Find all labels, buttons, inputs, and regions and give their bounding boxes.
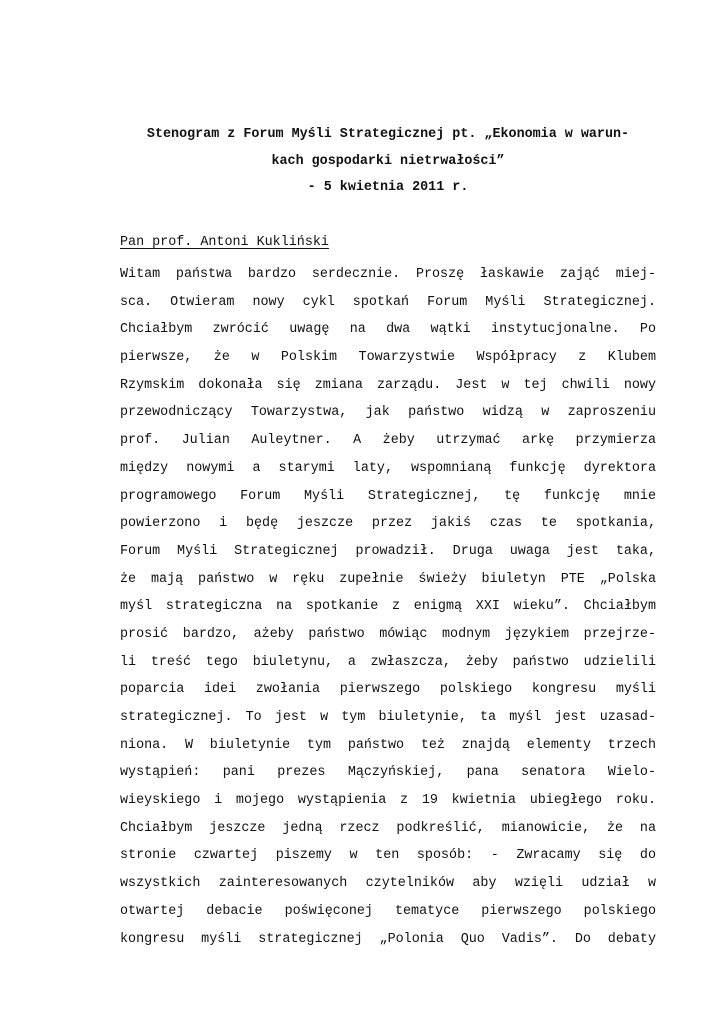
body-line: wieyskiego i mojego wystąpienia z 19 kwietnia ubiegłego roku. xyxy=(120,793,656,809)
body-line: kongresu myśli strategicznej „Polonia Quo Vadis”. Do debaty xyxy=(120,931,656,947)
body-line: Chciałbym jeszcze jedną rzecz podkreślić, mianowicie, że na xyxy=(120,820,656,836)
body-line: między nowymi a starymi laty, wspomnianą funkcję dyrektora xyxy=(120,460,656,476)
body-line: pierwsze, że w Polskim Towarzystwie Współpracy z Klubem xyxy=(120,350,656,366)
body-line: poparcia idei zwołania pierwszego polskiego kongresu myśli xyxy=(120,682,656,698)
body-line: wszystkich zainteresowanych czytelników aby wzięli udział w xyxy=(120,876,656,892)
body-line: otwartej debacie poświęconej tematyce pierwszego polskiego xyxy=(120,903,656,919)
body-line: Forum Myśli Strategicznej prowadził. Druga uwaga jest taka, xyxy=(120,543,656,559)
transcript-body xyxy=(120,261,656,953)
body-line: że mają państwo w ręku zupełnie świeży biuletyn PTE „Polska xyxy=(120,571,656,587)
body-line: Chciałbym zwrócić uwagę na dwa wątki instytucjonalne. Po xyxy=(120,322,656,338)
title-line: Stenogram z Forum Myśli Strategicznej pt. „Ekonomia w warun- xyxy=(146,127,630,142)
body-line: myśl strategiczna na spotkanie z enigmą XXI wieku”. Chciałbym xyxy=(120,599,656,615)
body-line: Rzymskim dokonała się zmiana zarządu. Jest w tej chwili nowy xyxy=(120,377,656,393)
body-line: niona. W biuletynie tym państwo też znajdą elementy trzech xyxy=(120,737,656,753)
document-title xyxy=(120,122,656,202)
body-line: prosić bardzo, ażeby państwo mówiąc modnym językiem przejrze- xyxy=(120,626,656,642)
body-line: Witam państwa bardzo serdecznie. Proszę łaskawie zająć miej- xyxy=(120,267,656,282)
body-line: prof. Julian Auleytner. A żeby utrzymać arkę przymierza xyxy=(120,433,656,449)
body-line: li treść tego biuletynu, a zwłaszcza, żeby państwo udzielili xyxy=(120,654,656,670)
title-date-line: - 5 kwietnia 2011 r. xyxy=(307,180,469,195)
speaker-name: Pan prof. Antoni Kukliński xyxy=(120,235,329,250)
body-line: wystąpień: pani prezes Mączyńskiej, pana senatora Wielo- xyxy=(120,765,656,781)
body-line: przewodniczący Towarzystwa, jak państwo widzą w zaproszeniu xyxy=(120,405,656,421)
body-line: powierzono i będę jeszcze przez jakiś czas te spotkania, xyxy=(120,516,656,532)
title-line: kach gospodarki nietrwałości” xyxy=(271,153,505,169)
body-line: strategicznej. To jest w tym biuletynie, ta myśl jest uzasad- xyxy=(120,710,656,725)
body-line: sca. Otwieram nowy cykl spotkań Forum Myśli Strategicznej. xyxy=(120,294,656,310)
body-line: programowego Forum Myśli Strategicznej, tę funkcję mnie xyxy=(120,488,656,504)
body-line: stronie czwartej piszemy w ten sposób: - Zwracamy się do xyxy=(120,848,656,864)
